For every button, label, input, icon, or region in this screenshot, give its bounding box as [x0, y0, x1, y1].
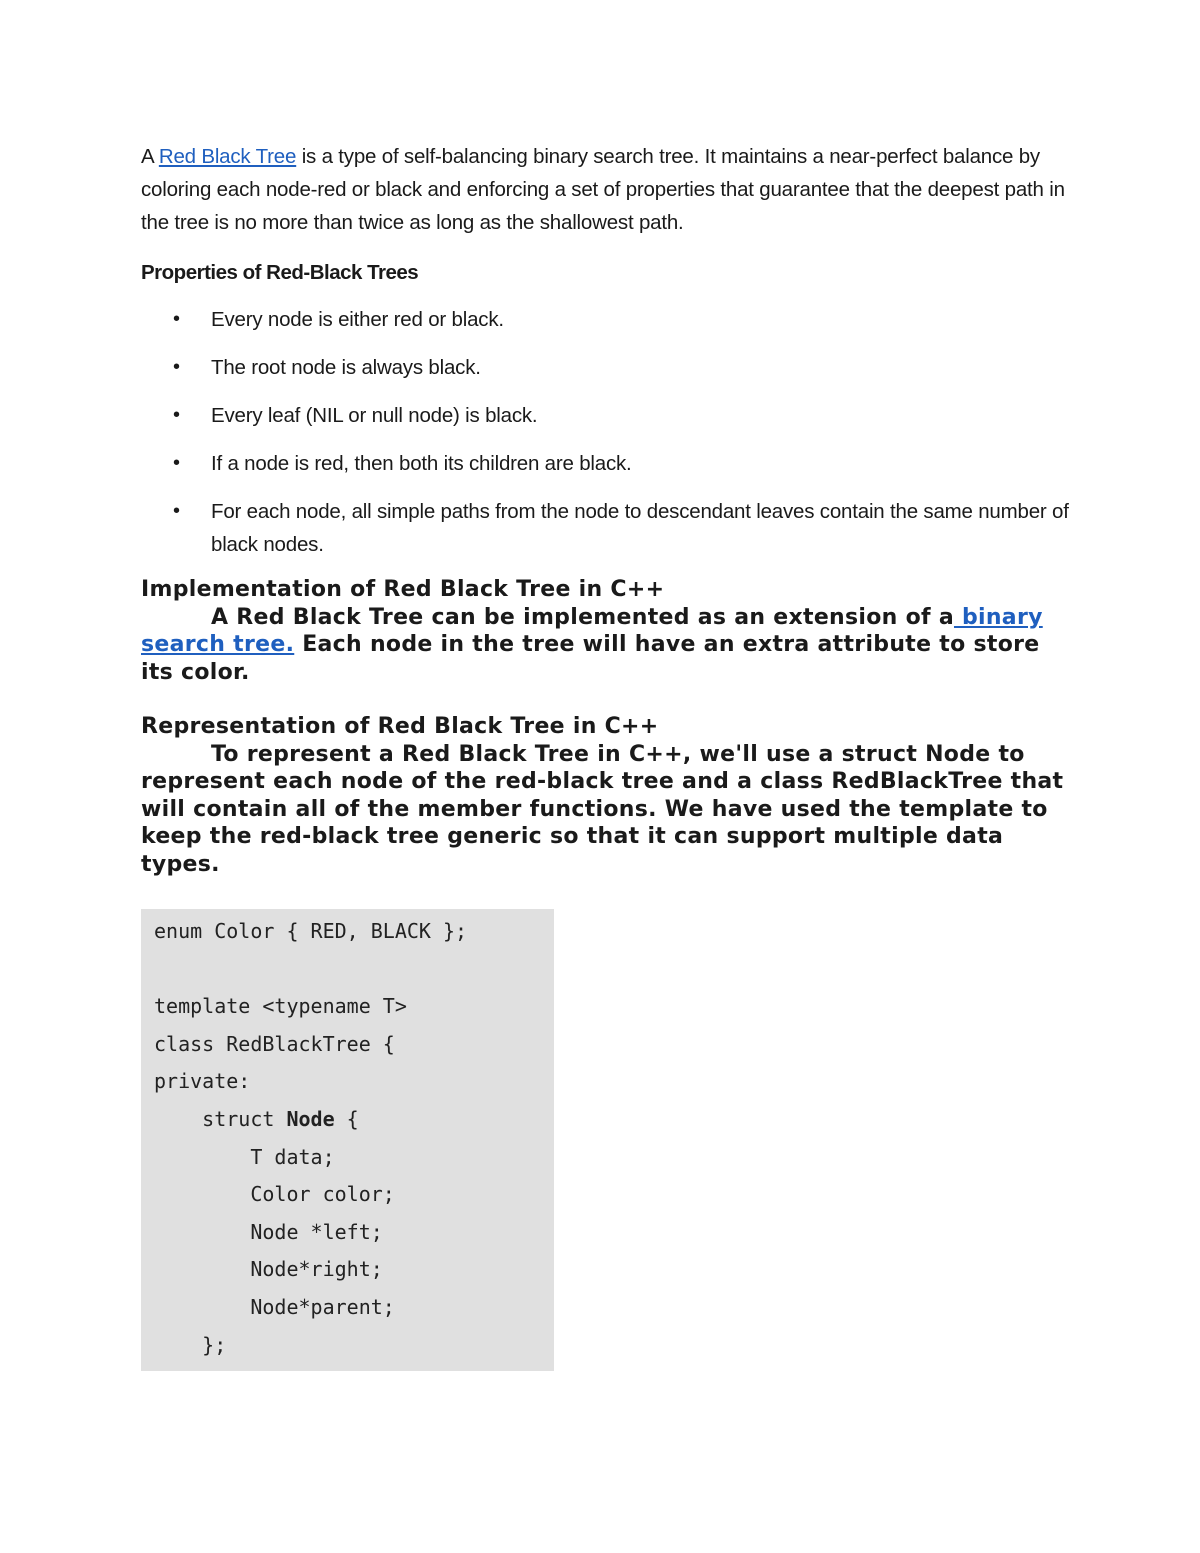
- code-struct-keyword: struct: [154, 1106, 287, 1131]
- binary-search-tree-link[interactable]: binary search tree.: [141, 604, 1043, 657]
- code-listing: [141, 909, 554, 1364]
- implementation-heading: Implementation of Red Black Tree in C++: [141, 577, 665, 602]
- intro-rest: is a type of self-balancing binary search tree. It maintains a near-perfect balance by coloring each node-red or black and enforcing a set of properties that guarantee that the deepest path in the tree is no more than twice as long as the shallowest path.: [141, 145, 1065, 234]
- code-line: Node*right;: [154, 1257, 383, 1282]
- representation-body-text: To represent a Red Black Tree in C++, we'll use a struct Node to represent each node of the red-black tree and a class RedBlackTree that will contain all of the member functions. We have used the template to keep the red-black tree generic so that it can support multiple data types.: [141, 741, 1064, 877]
- list-item-text: Every leaf (NIL or null node) is black.: [211, 404, 538, 427]
- list-item: [141, 303, 1071, 336]
- properties-list: [141, 303, 1071, 561]
- code-line: [154, 951, 554, 989]
- code-line: T data;: [154, 1144, 335, 1169]
- code-struct-name: Node: [286, 1106, 335, 1131]
- list-item-text: If a node is red, then both its children are black.: [211, 452, 632, 475]
- intro-paragraph: [141, 140, 1071, 239]
- code-line: [154, 1101, 554, 1139]
- code-line: enum Color { RED, BLACK };: [154, 919, 468, 943]
- implementation-body-suffix: Each node in the tree will have an extra attribute to store its color.: [141, 632, 1040, 685]
- list-item: [141, 447, 1071, 480]
- implementation-body: [141, 604, 1071, 687]
- list-item-text: For each node, all simple paths from the node to descendant leaves contain the same number of black nodes.: [211, 500, 1069, 556]
- code-line: Node*parent;: [154, 1294, 395, 1319]
- bullet-icon: •: [173, 404, 180, 426]
- code-struct-open: {: [334, 1106, 359, 1131]
- representation-body: [141, 741, 1071, 879]
- bullet-icon: •: [173, 452, 180, 474]
- list-item-text: The root node is always black.: [211, 356, 481, 379]
- bullet-icon: •: [173, 500, 180, 522]
- bullet-icon: •: [173, 308, 180, 330]
- red-black-tree-link[interactable]: Red Black Tree: [158, 145, 297, 168]
- code-line: template <typename T>: [154, 994, 407, 1019]
- code-block: [141, 909, 554, 1371]
- list-item: [141, 399, 1071, 432]
- representation-heading: Representation of Red Black Tree in C++: [141, 714, 659, 739]
- implementation-body-prefix: A Red Black Tree can be implemented as an extension of a: [211, 604, 954, 630]
- code-line: };: [154, 1332, 227, 1357]
- list-item: [141, 351, 1071, 384]
- code-line: class RedBlackTree {: [154, 1031, 395, 1056]
- list-item: [141, 495, 1071, 561]
- bullet-icon: •: [173, 356, 180, 378]
- intro-prefix: A: [141, 145, 159, 168]
- document-page: [141, 140, 1071, 878]
- properties-heading: Properties of Red-Black Trees: [141, 261, 419, 284]
- code-line: private:: [154, 1069, 251, 1094]
- code-line: Node *left;: [154, 1219, 383, 1244]
- list-item-text: Every node is either red or black.: [211, 308, 504, 331]
- code-line: Color color;: [154, 1182, 395, 1207]
